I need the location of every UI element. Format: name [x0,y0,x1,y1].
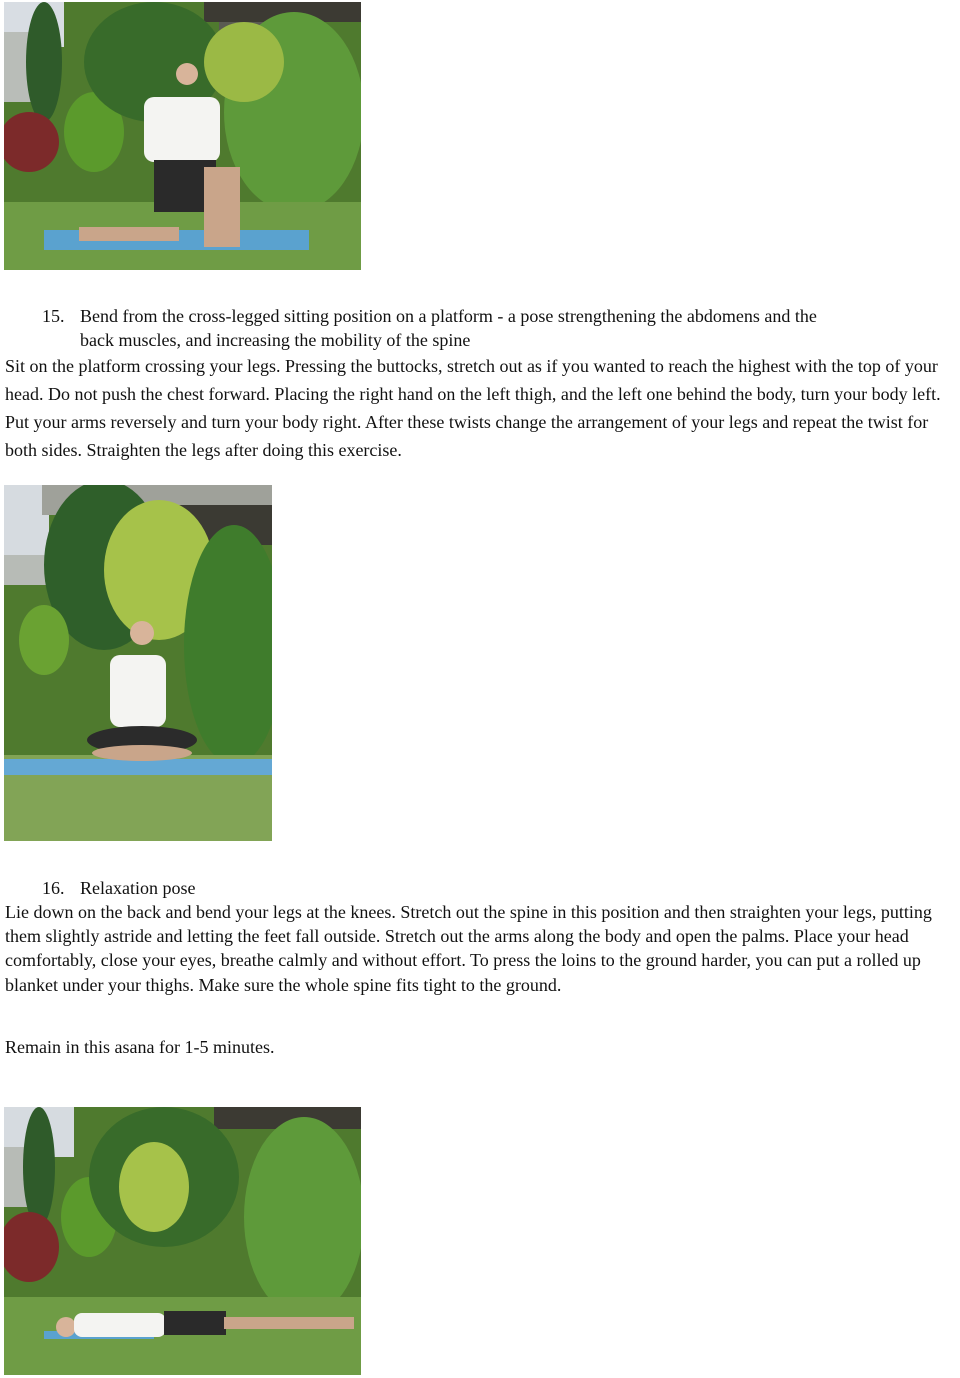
item-16-note: Remain in this asana for 1-5 minutes. [5,1037,275,1057]
list-item-16-heading [42,876,196,900]
photo-sitting-twist [4,485,272,841]
item-title-line1: Bend from the cross-legged sitting position on a platform - a pose strengthening the abdomens and the [80,306,817,326]
item-number: 15. [42,306,65,326]
list-item-15-heading [42,304,817,350]
photo-kneeling-lunge [4,2,361,270]
item-16-body: Lie down on the back and bend your legs at the knees. Stretch out the spine in this position and then straighten your legs, putting them slightly astride and letting the feet fall outside. Stretch out the arms along the body and open the palms. Place your head comfortably, close your eyes, breathe calmly and without effort. To press the loins to the ground harder, you can put a rolled up blanket under your thighs. Make sure the whole spine fits tight to the ground. [5,902,932,995]
item-number: 16. [42,878,65,898]
photo-relaxation [4,1107,361,1375]
item-15-body: Sit on the platform crossing your legs. Pressing the buttocks, stretch out as if you wanted to reach the highest with the top of your head. Do not push the chest forward. Placing the right hand on the left thigh, and the left one behind the body, turn your body left. Put your arms reversely and turn your body right. After these twists change the arrangement of your legs and repeat the twist for both sides. Straighten the legs after doing this exercise. [5,356,941,460]
item-title: Relaxation pose [80,878,196,898]
item-title-line2: back muscles, and increasing the mobility of the spine [80,330,471,350]
